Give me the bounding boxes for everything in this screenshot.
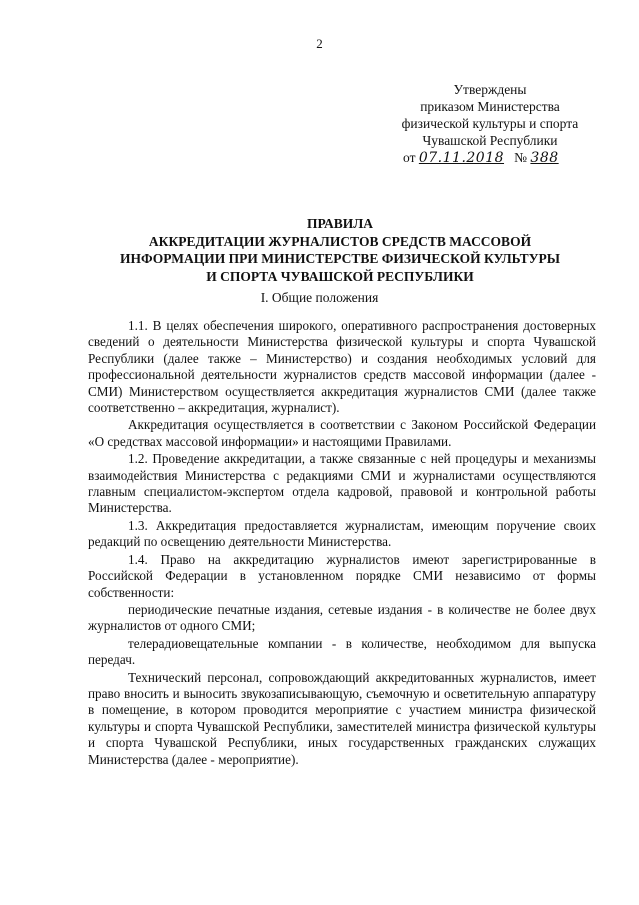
approval-line: приказом Министерства: [420, 99, 560, 114]
body-text: [88, 318, 596, 769]
approval-block: [395, 81, 585, 167]
paragraph: 1.1. В целях обеспечения широкого, оперативного распространения достоверных сведений о деятельности Министерства физической культуры и спорта Чувашской Республики (далее также – Министерство) и создания необходимых условий для профессиональной деятельности журналистов средств массовой информации (далее - СМИ) Министерством осуществляется аккредитация журналистов СМИ (далее также соответственно – аккредитация, журналист).: [88, 318, 596, 416]
approval-line: физической культуры и спорта: [401, 116, 579, 131]
title-line: ИНФОРМАЦИИ ПРИ МИНИСТЕРСТВЕ ФИЗИЧЕСКОЙ КУЛЬТУРЫ: [119, 251, 561, 266]
page-number: 2: [316, 36, 323, 51]
number-prefix: №: [514, 150, 528, 165]
paragraph: 1.2. Проведение аккредитации, а также связанные с ней процедуры и механизмы взаимодействия Министерства с редакциями СМИ и журналистами осуществляются главным специалистом-экспертом отдела кадровой, правовой и контрольной работы Министерства.: [88, 451, 596, 516]
section-heading: I. Общие положения: [260, 290, 379, 305]
approval-date-line: [395, 149, 585, 167]
paragraph: телерадиовещательные компании - в количестве, необходимом для выпуска передач.: [88, 635, 596, 668]
handwritten-number: 388: [530, 150, 559, 166]
date-prefix: от: [403, 150, 416, 165]
paragraph: 1.3. Аккредитация предоставляется журналистам, имеющим поручение своих редакций по освещению деятельности Министерства.: [88, 517, 596, 550]
title-line: АККРЕДИТАЦИИ ЖУРНАЛИСТОВ СРЕДСТВ МАССОВОЙ: [148, 233, 532, 249]
paragraph: Технический персонал, сопровождающий аккредитованных журналистов, имеет право вносить и выносить звукозаписывающую, съемочную и осветительную аппаратуру в помещение, в котором проводится мероприятие с участием министра физической культуры и спорта Чувашской Республики, заместителей министра физической культуры и спорта Чувашской Республики, иных государственных гражданских служащих Министерства (далее - мероприятие).: [88, 669, 596, 767]
handwritten-date: 07.11.2018: [418, 150, 505, 166]
approval-line: Чувашской Республики: [422, 133, 558, 148]
paragraph: периодические печатные издания, сетевые издания - в количестве не более двух журналистов от одного СМИ;: [88, 601, 596, 634]
paragraph: 1.4. Право на аккредитацию журналистов имеют зарегистрированные в Российской Федерации в установленном порядке СМИ независимо от формы собственности:: [88, 551, 596, 600]
paragraph: Аккредитация осуществляется в соответствии с Законом Российской Федерации «О средствах массовой информации» и настоящими Правилами.: [88, 417, 596, 449]
title-line: ПРАВИЛА: [306, 216, 374, 231]
title-line: И СПОРТА ЧУВАШСКОЙ РЕСПУБЛИКИ: [206, 268, 474, 284]
approval-line: Утверждены: [453, 82, 527, 97]
document-title: [80, 215, 600, 285]
